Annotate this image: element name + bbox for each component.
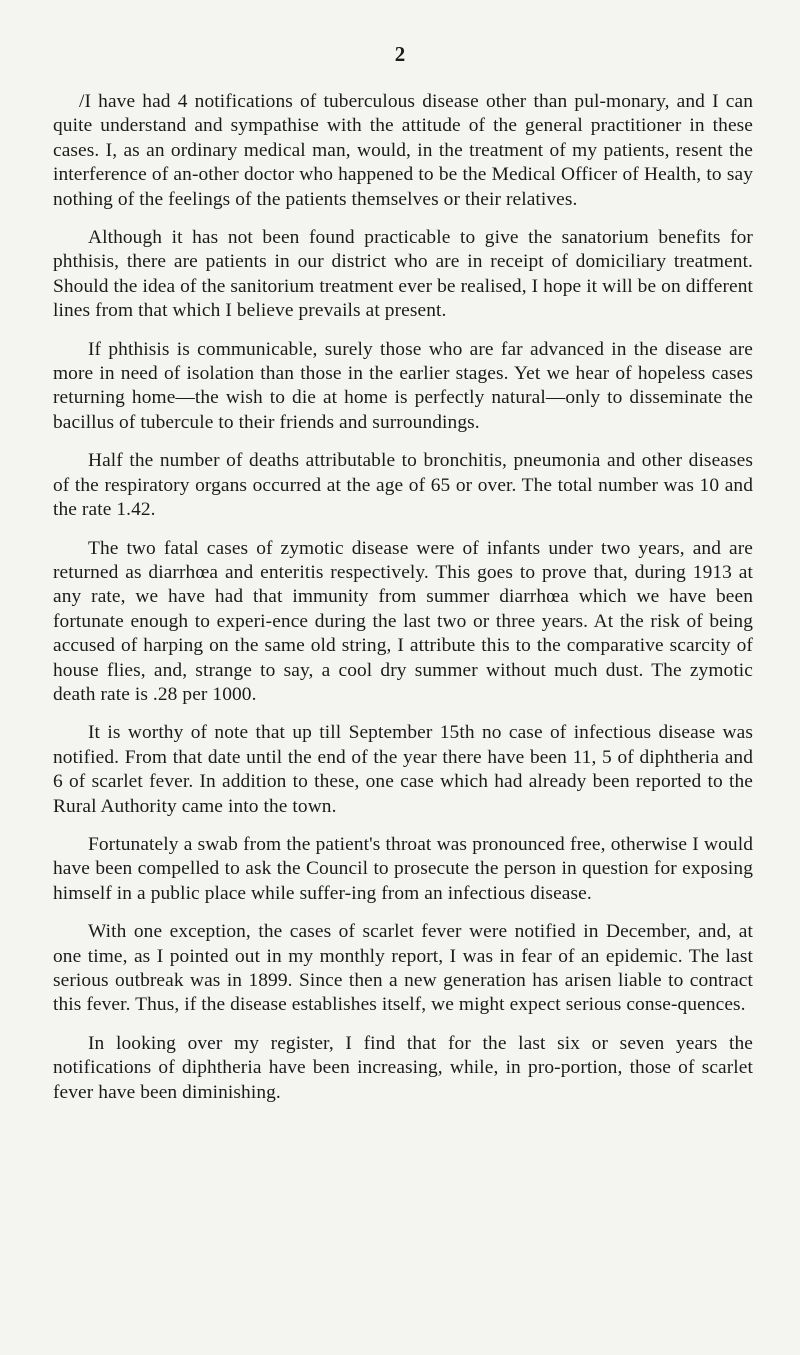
- paragraph-sanatorium-benefits: Although it has not been found practicable to give the sanatorium benefits for phthisis, there are patients in our district who are in receipt of domiciliary treatment. Should the idea of the sanitorium treatment ever be realised, I hope it will be on different lines from that which I believe prevails at present.: [53, 227, 753, 322]
- page-number: 2: [394, 42, 406, 66]
- body-text: [53, 90, 753, 1119]
- paragraph-tuberculous-notifications: /I have had 4 notifications of tuberculous disease other than pul-monary, and I can quite understand and sympathise with the attitude of the general practitioner in these cases. I, as an ordinary medical man, would, in the treatment of my patients, resent the interference of an-other doctor who happened to be the Medical Officer of Health, to say nothing of the feelings of the patients themselves or their relatives.: [53, 91, 753, 210]
- paragraph-phthisis-isolation: If phthisis is communicable, surely those who are far advanced in the disease are more in need of isolation than those in the earlier stages. Yet we hear of hopeless cases returning home—the wish to die at home is perfectly natural—only to disseminate the bacillus of tubercule to their friends and surroundings.: [53, 338, 753, 433]
- paragraph-respiratory-deaths: Half the number of deaths attributable to bronchitis, pneumonia and other diseases of the respiratory organs occurred at the age of 65 or over. The total number was 10 and the rate 1.42.: [53, 450, 753, 521]
- paragraph-zymotic-disease: The two fatal cases of zymotic disease were of infants under two years, and are returned as diarrhœa and enteritis respectively. This goes to prove that, during 1913 at any rate, we have had that immunity from summer diarrhœa which we have been fortunate enough to experi-ence during the last two or three years. At the risk of being accused of harping on the same old string, I attribute this to the comparative scarcity of house flies, and, strange to say, a cool dry summer without much dust. The zymotic death rate is .28 per 1000.: [53, 537, 753, 705]
- paragraph-diphtheria-register: In looking over my register, I find that for the last six or seven years the notifications of diphtheria have been increasing, while, in pro-portion, those of scarlet fever have been diminishing.: [53, 1032, 753, 1103]
- paragraph-infectious-notifications: It is worthy of note that up till September 15th no case of infectious disease was notified. From that date until the end of the year there have been 11, 5 of diphtheria and 6 of scarlet fever. In addition to these, one case which had already been reported to the Rural Authority came into the town.: [53, 722, 753, 817]
- paragraph-swab-result: Fortunately a swab from the patient's throat was pronounced free, otherwise I would have been compelled to ask the Council to prosecute the person in question for exposing himself in a public place while suffer-ing from an infectious disease.: [53, 833, 753, 904]
- paragraph-scarlet-fever: With one exception, the cases of scarlet fever were notified in December, and, at one time, as I pointed out in my monthly report, I was in fear of an epidemic. The last serious outbreak was in 1899. Since then a new generation has arisen liable to contract this fever. Thus, if the disease establishes itself, we might expect serious conse-quences.: [53, 921, 753, 1016]
